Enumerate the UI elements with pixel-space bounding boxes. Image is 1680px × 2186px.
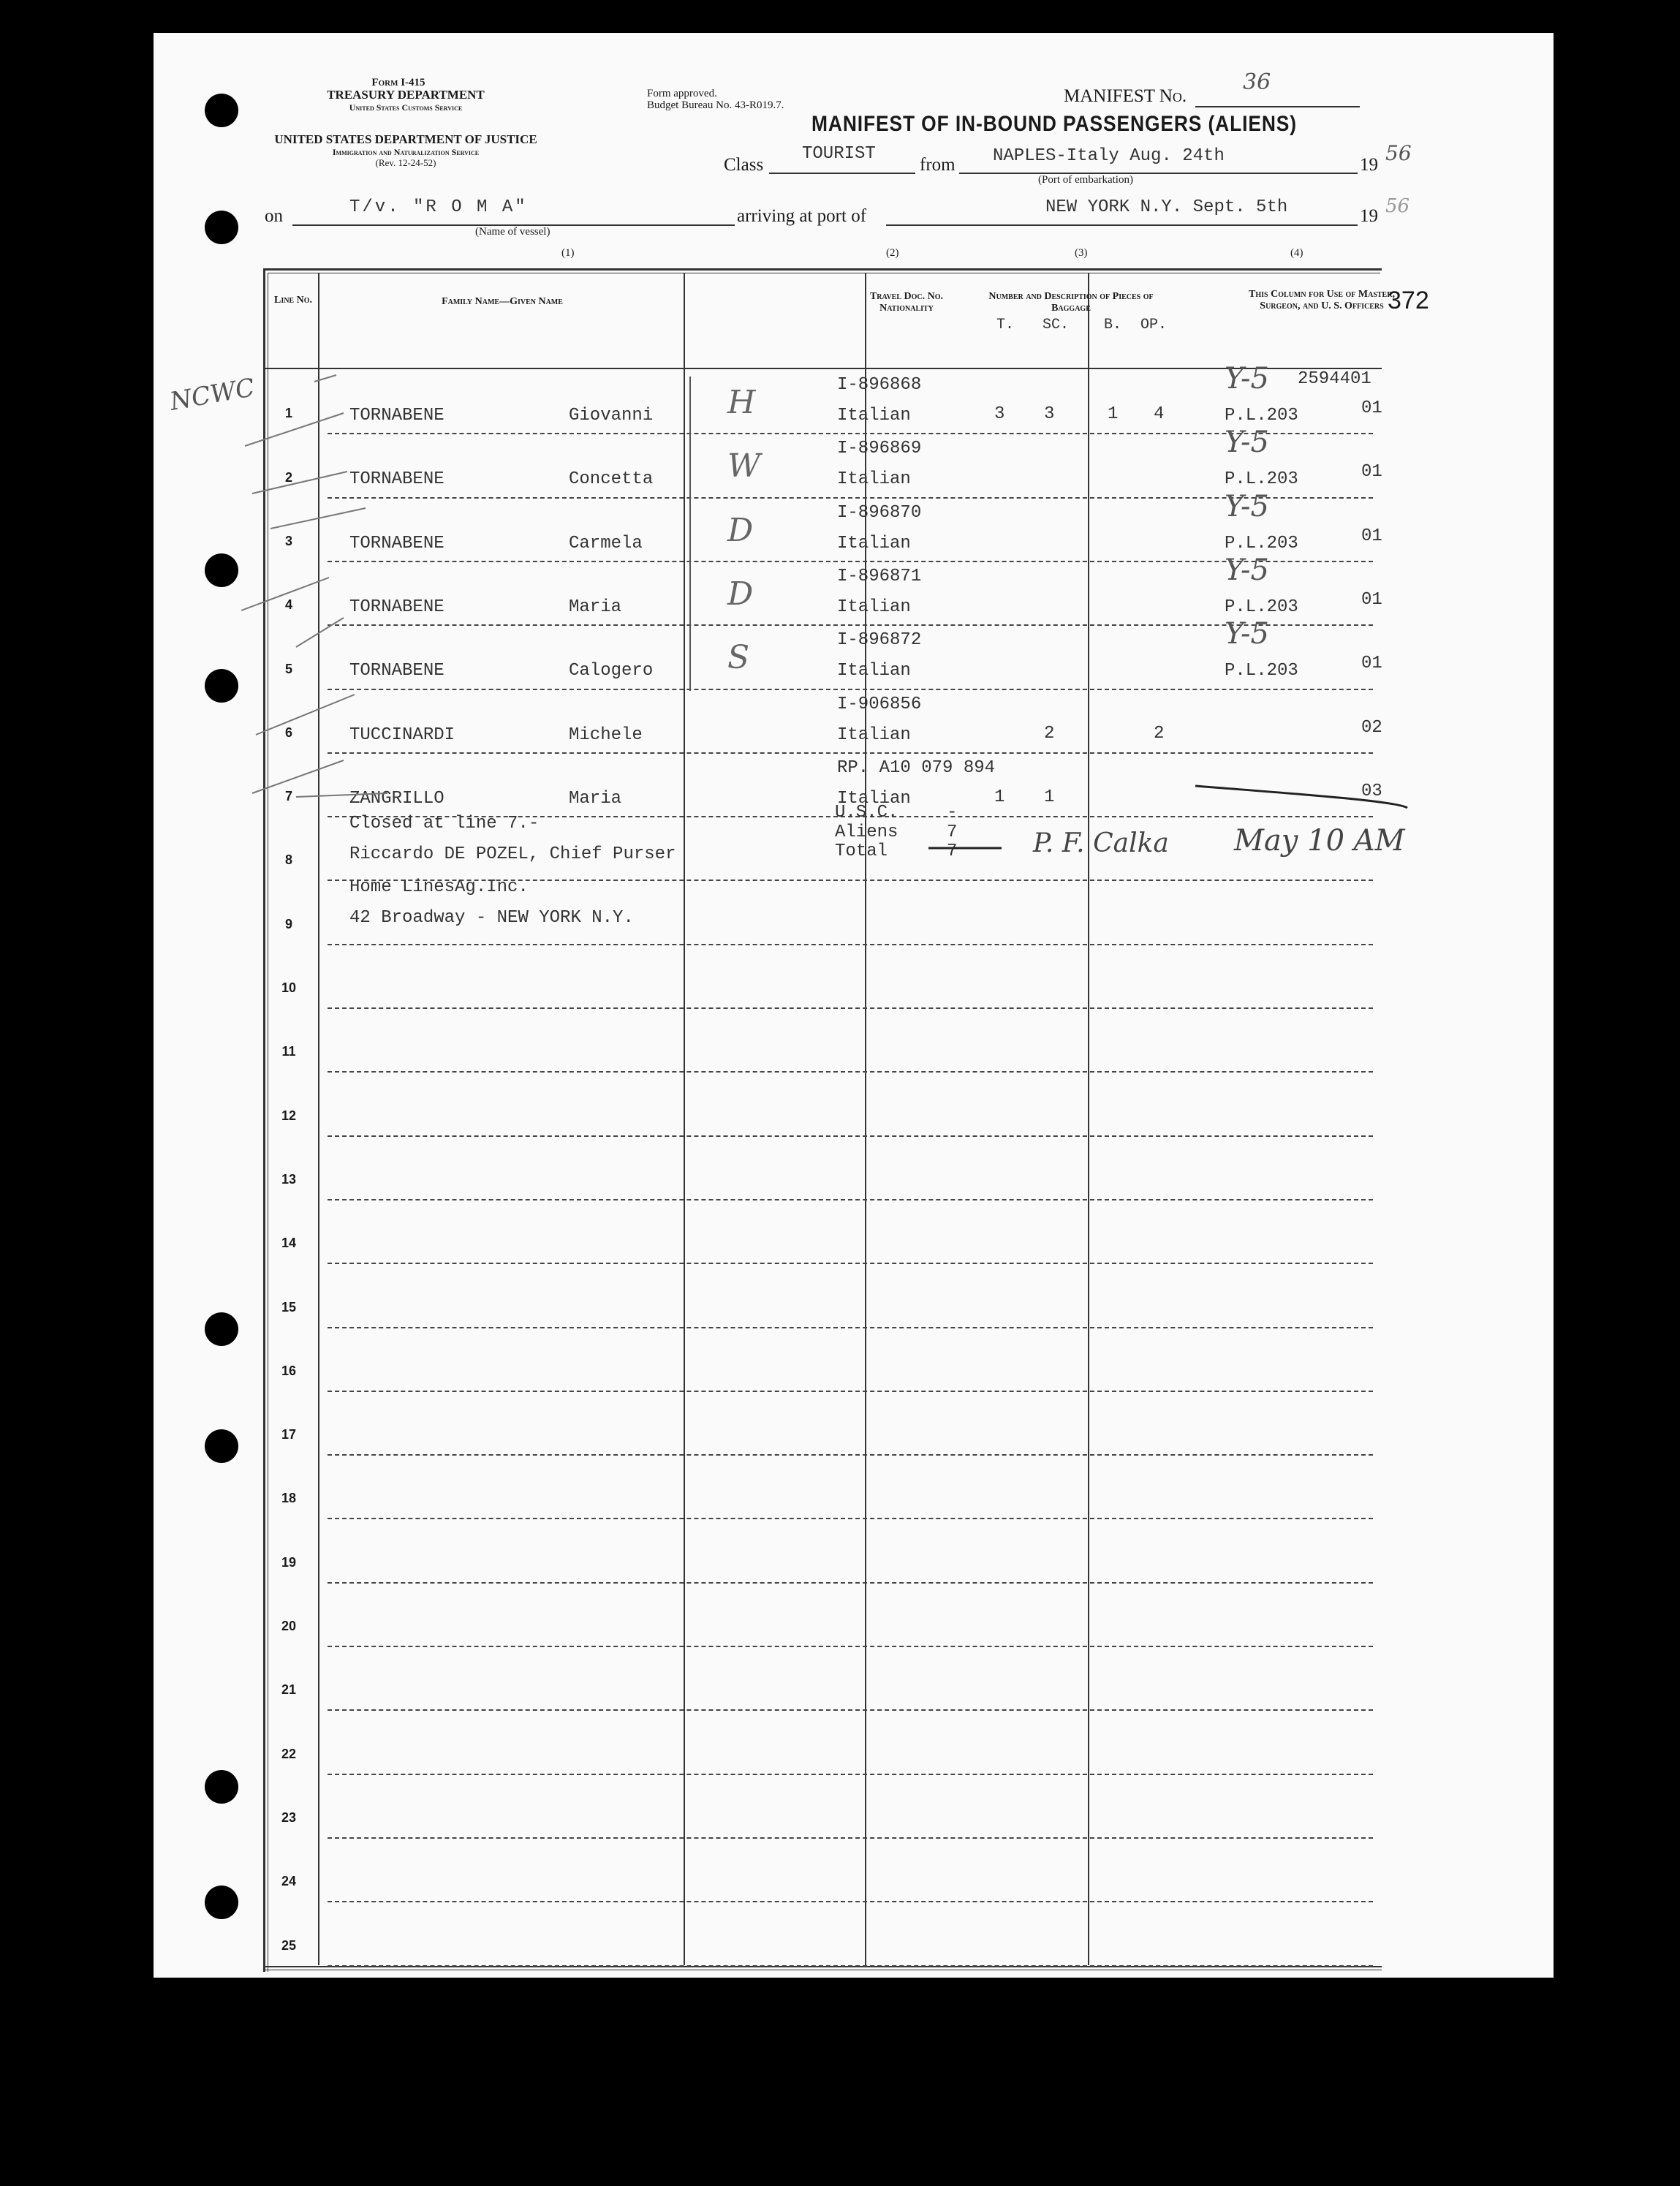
officer-code: 01 — [1361, 526, 1382, 546]
given-name: Michele — [569, 725, 643, 745]
bag-op: OP. — [1140, 317, 1168, 333]
travel-doc-no: I-896872 — [837, 630, 922, 651]
usc-value: - — [947, 803, 958, 822]
from-value: NAPLES-Italy Aug. 24th — [993, 146, 1225, 166]
revision: (Rev. 12-24-52) — [375, 157, 436, 168]
family-name: TORNABENE — [349, 406, 444, 426]
form-id: Form I-415 — [371, 77, 425, 88]
header-baggage: Number and Description of Pieces of Baggage — [988, 291, 1154, 314]
pencil-marks — [154, 33, 1554, 1978]
family-name: TORNABENE — [349, 661, 444, 681]
bag-sc-count: 3 — [1044, 404, 1055, 424]
signature-time: May 10 AM — [1234, 824, 1405, 858]
family-name: TORNABENE — [349, 469, 444, 490]
line-number: 2 — [284, 469, 292, 485]
travel-doc-no: I-906856 — [837, 694, 922, 714]
line-number: 14 — [281, 1236, 297, 1251]
officer-mark: Y-5 — [1225, 362, 1269, 396]
bag-b-count: 1 — [1108, 404, 1119, 424]
officer-code: 01 — [1361, 589, 1382, 610]
line-number: 20 — [281, 1619, 297, 1633]
year-2: 56 — [1385, 195, 1410, 217]
given-name: Maria — [569, 597, 622, 617]
col-number-1: (1) — [561, 247, 575, 259]
nationality: Italian — [837, 661, 911, 681]
line-number: 22 — [281, 1746, 297, 1761]
officer-code: 01 — [1361, 462, 1382, 483]
line-number: 11 — [281, 1044, 296, 1059]
nationality: Italian — [837, 725, 911, 745]
line-number: 1 — [284, 406, 292, 421]
header-line-no: Line No. — [273, 295, 312, 306]
vessel-name: T/v. "R O M A" — [349, 197, 528, 217]
family-name: ZANGRILLO — [349, 788, 444, 809]
given-name: Giovanni — [569, 406, 654, 426]
ins: Immigration and Naturalization Service — [332, 147, 480, 157]
officer-code: 02 — [1361, 717, 1382, 738]
col-number-3: (3) — [1075, 247, 1088, 259]
given-name: Concetta — [569, 469, 654, 490]
officer-code: 03 — [1361, 781, 1382, 801]
bag-sc-count: 2 — [1044, 723, 1055, 744]
usc-label: U.S.C. — [835, 803, 898, 822]
officer-mark: Y-5 — [1225, 489, 1269, 523]
from-label: from — [920, 155, 956, 175]
line-number: 23 — [281, 1809, 297, 1825]
bag-t-count: 1 — [994, 787, 1005, 807]
officer-mark: Y-5 — [1225, 553, 1269, 587]
chief-purser: Riccardo DE POZEL, Chief Purser — [349, 844, 676, 864]
bag-b: B. — [1104, 317, 1122, 333]
line-number: 13 — [281, 1171, 297, 1187]
budget-no: Budget Bureau No. 43-R019.7. — [647, 99, 784, 111]
aliens-label: Aliens — [835, 822, 898, 842]
line-number: 17 — [281, 1427, 297, 1442]
on-label: on — [265, 206, 283, 226]
manifest-no: 36 — [1243, 69, 1271, 95]
total-value: 7 — [947, 842, 958, 861]
bag-sc-count: 1 — [1044, 787, 1055, 807]
relation-code: S — [727, 639, 750, 677]
line-number: 16 — [281, 1363, 297, 1378]
year-prefix-2: 19 — [1360, 206, 1378, 226]
officer-note: P.L.203 — [1225, 661, 1298, 681]
line-number: 6 — [284, 725, 292, 740]
margin-note: NCWC — [167, 373, 257, 417]
class-label: Class — [724, 155, 764, 175]
line-number: 15 — [281, 1299, 297, 1315]
travel-doc-no: I-896871 — [837, 566, 922, 586]
line-number: 4 — [284, 597, 292, 613]
manifest-no-label: MANIFEST No. — [1064, 86, 1187, 106]
line-number: 12 — [281, 1108, 297, 1123]
nationality: Italian — [837, 469, 911, 490]
treasury-dept: TREASURY DEPARTMENT — [327, 88, 485, 102]
line-number: 8 — [284, 852, 292, 868]
closed-at-line: Closed at line 7.- — [349, 814, 540, 833]
family-name: TORNABENE — [349, 597, 444, 617]
bag-op-count: 4 — [1154, 404, 1165, 424]
manifest-page — [154, 33, 1554, 1978]
class-value: TOURIST — [802, 144, 876, 164]
officer-signature: P. F. Calka — [1033, 828, 1169, 858]
vessel-caption: (Name of vessel) — [475, 226, 550, 238]
travel-doc-no: I-896868 — [837, 375, 922, 395]
officer-note: P.L.203 — [1225, 469, 1298, 490]
officer-note: P.L.203 — [1225, 533, 1298, 553]
officer-mark: Y-5 — [1225, 617, 1269, 651]
line-number: 10 — [281, 980, 297, 995]
line-number: 3 — [284, 533, 292, 548]
given-name: Maria — [569, 788, 622, 809]
line-number: 24 — [281, 1874, 297, 1889]
officer-code: 01 — [1361, 654, 1382, 674]
nationality: Italian — [837, 406, 911, 426]
line-number: 25 — [281, 1937, 297, 1953]
col-number-4: (4) — [1290, 247, 1303, 259]
year-prefix-1: 19 — [1360, 155, 1378, 175]
nationality: Italian — [837, 788, 911, 809]
arrival-port: NEW YORK N.Y. Sept. 5th — [1045, 197, 1288, 217]
total-label: Total — [835, 842, 888, 861]
family-name: TUCCINARDI — [349, 725, 455, 745]
given-name: Carmela — [569, 533, 643, 553]
relation-code: D — [727, 575, 754, 613]
officer-mark: Y-5 — [1225, 426, 1269, 460]
relation-code: W — [727, 447, 761, 485]
relation-code: H — [727, 384, 756, 421]
bag-t: T. — [996, 317, 1015, 333]
travel-doc-no: RP. A10 079 894 — [837, 757, 996, 778]
reference-number: 2594401 — [1298, 369, 1371, 389]
header-family-given: Family Name—Given Name — [442, 296, 563, 307]
given-name: Calogero — [569, 661, 654, 681]
line-number: 21 — [281, 1682, 297, 1698]
bag-t-count: 3 — [994, 404, 1005, 424]
justice-dept: UNITED STATES DEPARTMENT OF JUSTICE — [274, 132, 537, 146]
company-address: 42 Broadway - NEW YORK N.Y. — [349, 908, 634, 928]
nationality: Italian — [837, 597, 911, 617]
travel-doc-no: I-896869 — [837, 439, 922, 459]
bag-sc: SC. — [1043, 317, 1070, 333]
bag-op-count: 2 — [1154, 723, 1165, 744]
arriving-label: arriving at port of — [737, 206, 867, 226]
customs-service: United States Customs Service — [349, 102, 463, 113]
family-name: TORNABENE — [349, 533, 444, 553]
relation-code: D — [727, 511, 754, 549]
line-number: 9 — [284, 916, 292, 931]
line-number: 7 — [284, 789, 292, 804]
year-1: 56 — [1385, 141, 1412, 165]
form-approved: Form approved. — [647, 88, 717, 99]
line-number: 18 — [281, 1491, 297, 1506]
nationality: Italian — [837, 533, 911, 553]
line-number: 5 — [284, 661, 292, 676]
line-number: 19 — [281, 1554, 297, 1570]
port-caption: (Port of embarkation) — [1038, 174, 1133, 186]
page-title: MANIFEST OF IN-BOUND PASSENGERS (ALIENS) — [811, 112, 1297, 136]
aliens-value: 7 — [947, 822, 958, 842]
officer-code: 01 — [1361, 398, 1382, 418]
travel-doc-no: I-896870 — [837, 502, 922, 523]
officer-note: P.L.203 — [1225, 406, 1298, 426]
page-number: 372 — [1388, 287, 1429, 314]
header-travel-doc: Travel Doc. No. Nationality — [869, 291, 944, 314]
company-name: Home LinesAg.Inc. — [349, 877, 529, 897]
officer-note: P.L.203 — [1225, 597, 1298, 617]
col-number-2: (2) — [886, 247, 899, 259]
header-officers: This Column for Use of Master, Surgeon, and U. S. Officers — [1249, 289, 1395, 311]
